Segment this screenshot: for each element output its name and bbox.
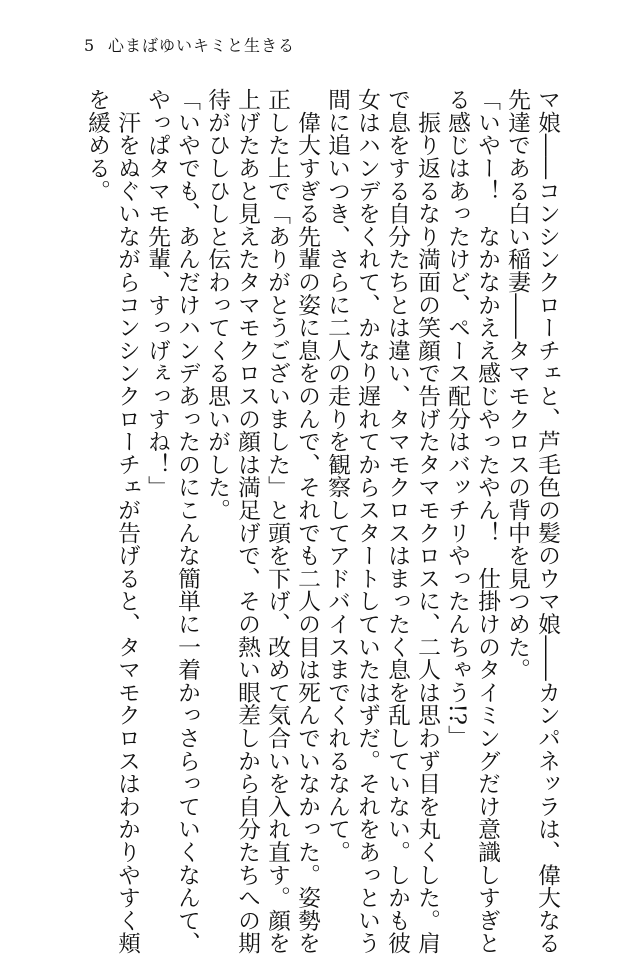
text-line: 先達である白い稲妻――タマモクロスの背中を見つめた。 — [504, 88, 530, 681]
text-line: 女はハンデをくれて、かなり遅れてからスタートしていたはずだ。それをあっという — [354, 88, 380, 954]
page-header — [0, 36, 638, 66]
text-line: で息をする自分たちとは違い、タマモクロスはまったく息を乱していない。しかも彼 — [384, 88, 410, 954]
text-line: 間に追いつき、さらに二人の走りを観察してアドバイスまでくれるなんて。 — [324, 88, 350, 864]
text-line: 汗をぬぐいながらコンシンクローチェが告げると、タマモクロスはわかりやすく頬 — [114, 88, 140, 954]
text-line: 偉大すぎる先輩の姿に息をのんで、それでも二人の目は死んでいなかった。姿勢を — [294, 88, 320, 954]
vertical-body-text — [82, 88, 562, 954]
text-line: 上げたあと見えたタマモクロスの顔は満足げで、その熱い眼差しから自分たちへの期 — [234, 88, 260, 954]
text-line: 振り返るなり満面の笑顔で告げたタマモクロスに、二人は思わず目を丸くした。肩 — [414, 88, 440, 954]
text-line: やっぱタマモ先輩、すっげぇっすね！」 — [144, 88, 170, 499]
chapter-title: 心まばゆいキミと生きる — [108, 36, 296, 55]
text-line: マ娘――コンシンクローチェと、芦毛色の髪のウマ娘――カンパネッラは、偉大なる — [534, 88, 560, 954]
page-number: 5 — [84, 36, 95, 55]
text-line: を緩める。 — [84, 88, 110, 202]
text-line: 「いやー！ なかなかええ感じやったやん！ 仕掛けのタイミングだけ意識しすぎと — [474, 88, 500, 954]
text-line: る感じはあったけど、ペース配分はバッチリやったんちゃう!?」 — [444, 88, 470, 748]
text-line: 正した上で「ありがとうございました」と頭を下げ、改めて気合いを入れ直す。顔を — [264, 88, 290, 954]
text-line: 待がひしひしと伝わってくる思いがした。 — [204, 88, 230, 522]
text-line: 「いやでも、あんだけハンデあったのにこんな簡単に一着かっさらっていくなんて、 — [174, 88, 200, 954]
